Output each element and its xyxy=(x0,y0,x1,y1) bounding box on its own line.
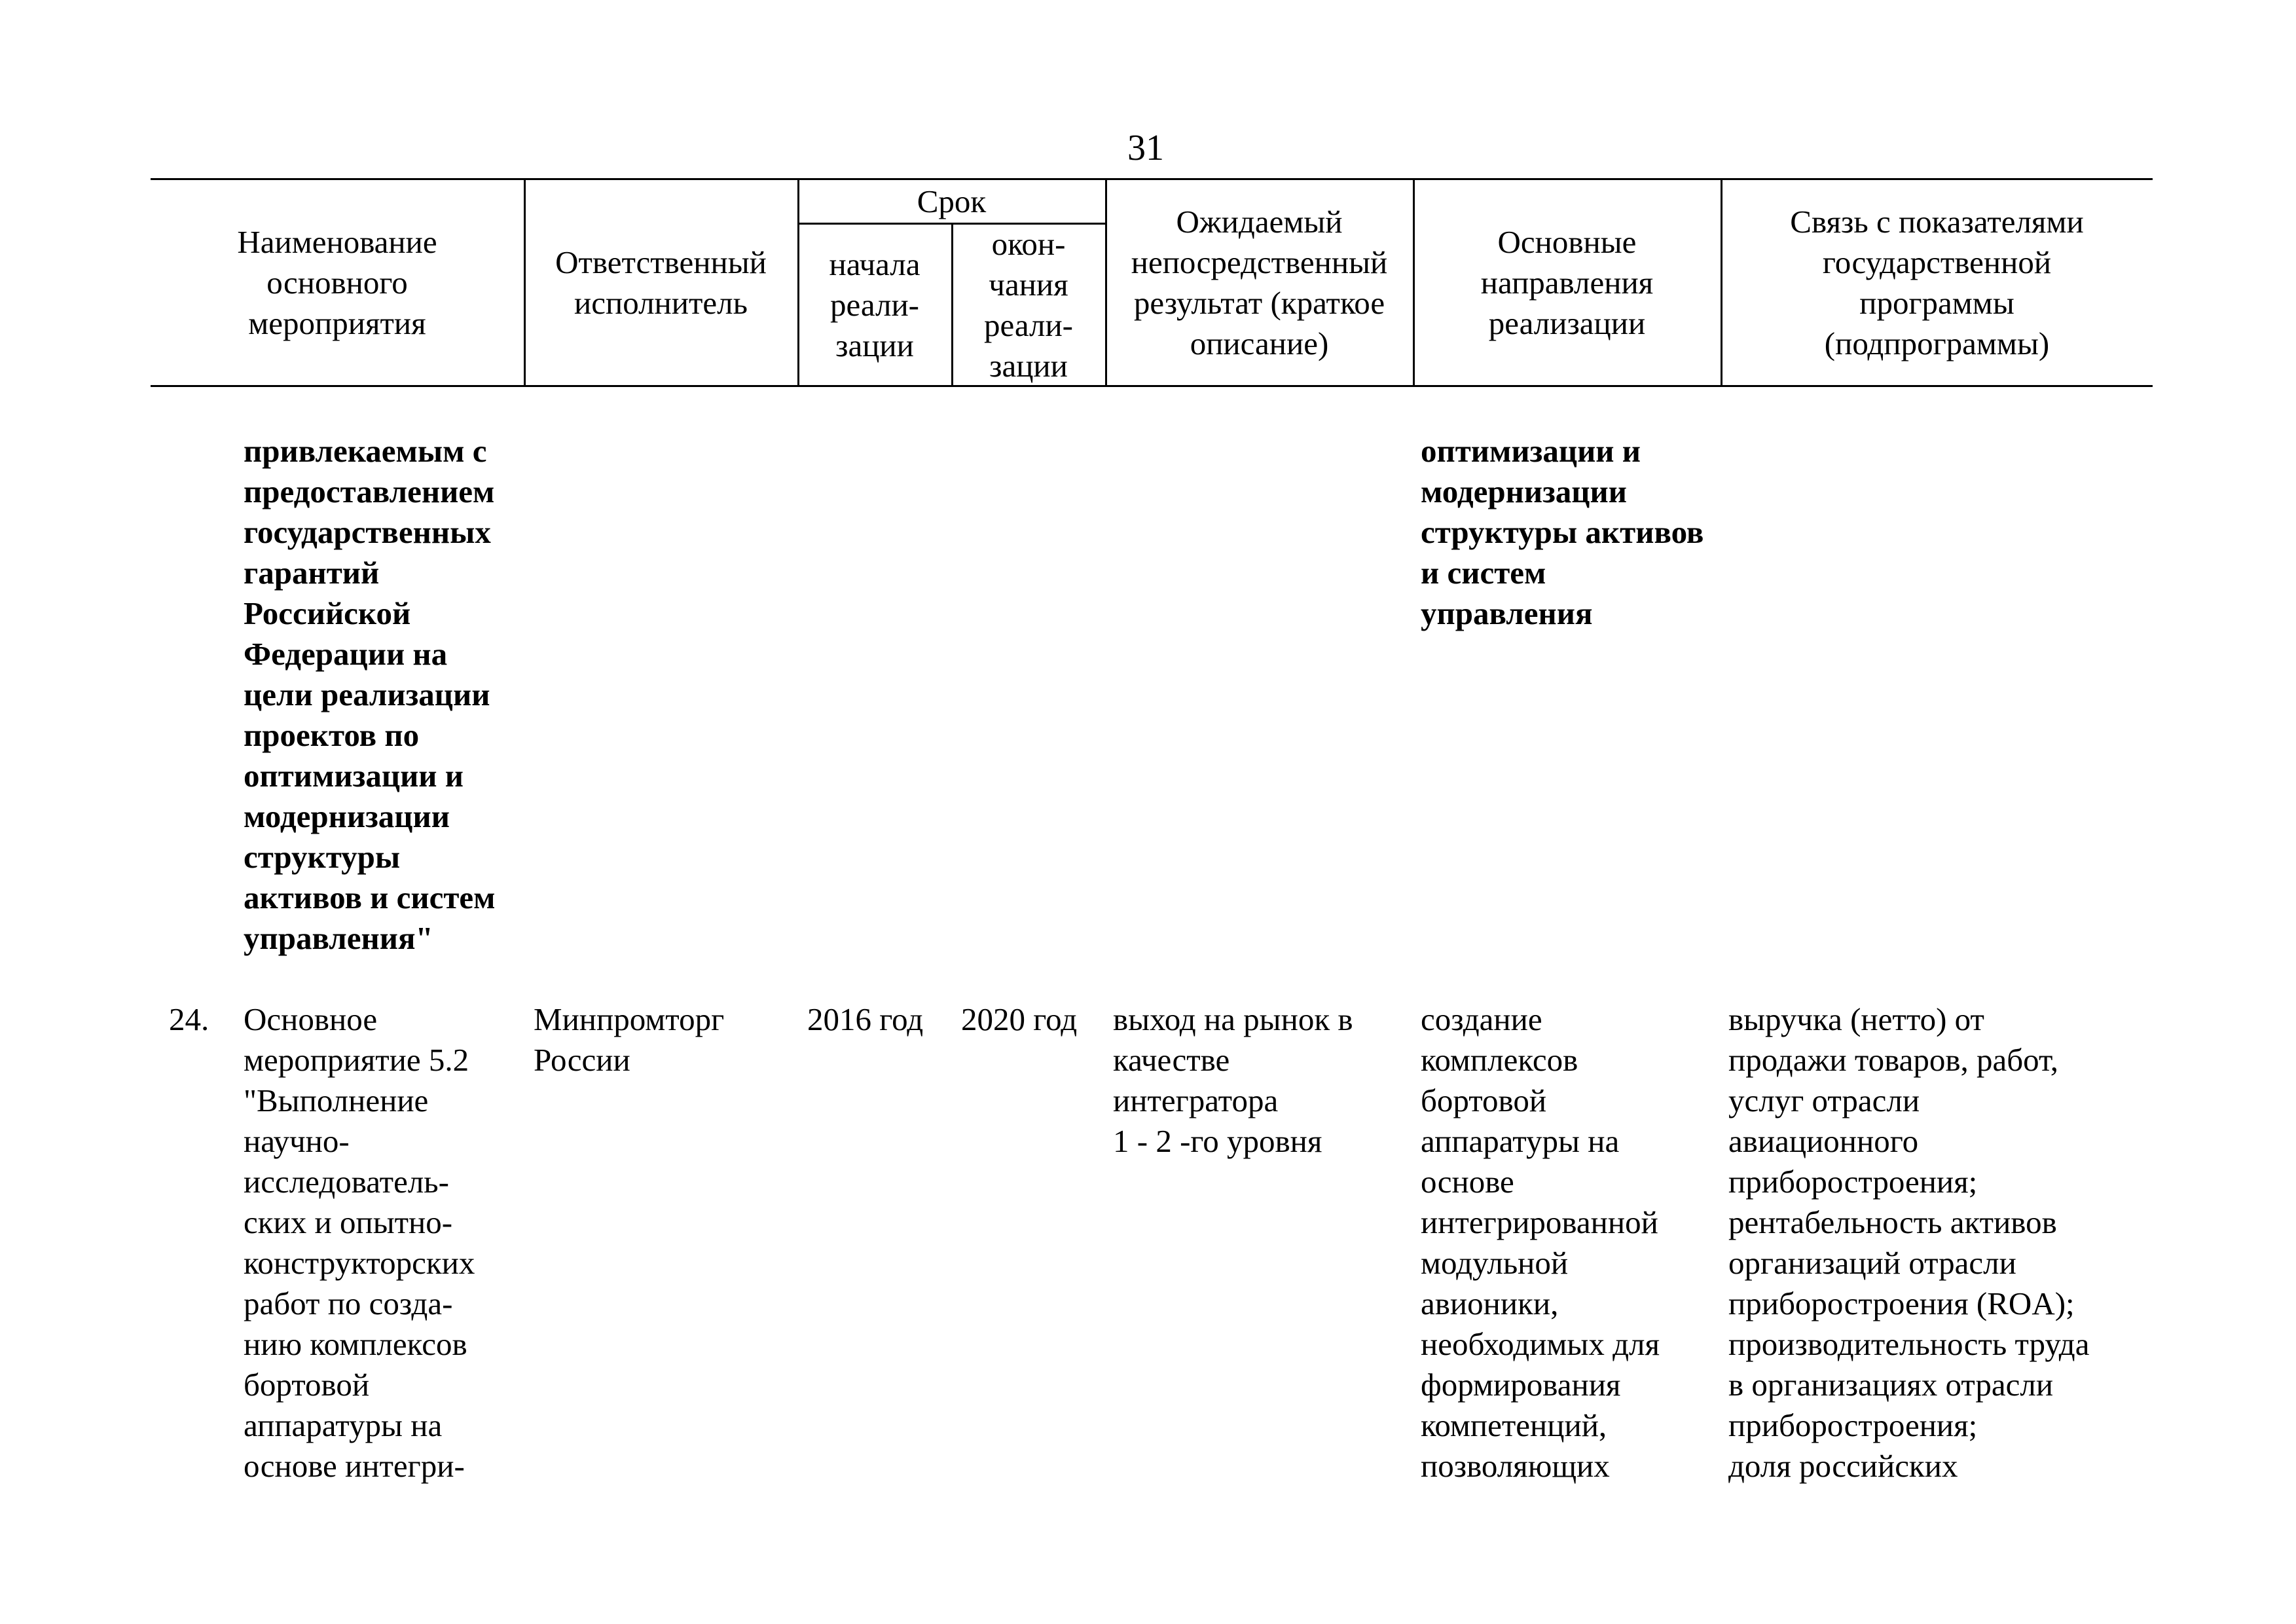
row-end: 2020 год xyxy=(961,1001,1078,1037)
table-header-bottom-rule xyxy=(151,385,2153,387)
header-end: окон- чания реали- зации xyxy=(983,225,1074,384)
header-result: Ожидаемый непосредственный результат (краткое описание) xyxy=(1131,204,1388,361)
header-directions: Основные направления реализации xyxy=(1480,224,1654,341)
continuation-name: привлекаемым с предоставлением государственных гарантий Российской Федерации на цели реализации проектов по оптимизации и модернизации структуры активов и систем управления" xyxy=(244,433,496,956)
header-start: начала реали- зации xyxy=(829,246,920,363)
row-indicators: выручка (нетто) от продажи товаров, работ, услуг отрасли авиационного приборостроения; рентабельность активов организаций отрасли приборостроения (ROA); производительность труда в организациях отрасли приборостроения; доля российских xyxy=(1728,1001,2090,1484)
continuation-directions: оптимизации и модернизации структуры активов и систем управления xyxy=(1421,433,1704,631)
row-directions: создание комплексов бортовой аппаратуры на основе интегрированной модульной авионики, необходимых для формирования компетенций, позволяющих xyxy=(1421,1001,1660,1484)
header-term: Срок xyxy=(917,183,987,219)
table-top-rule xyxy=(151,178,2153,180)
row-executor: Минпромторг России xyxy=(534,1001,725,1078)
header-name: Наименование основного мероприятия xyxy=(237,224,437,341)
row-result: выход на рынок в качестве интегратора 1 - 2 -го уровня xyxy=(1113,1001,1353,1159)
page-number: 31 xyxy=(1127,128,1164,168)
header-indicators: Связь с показателями государственной программы (подпрограммы) xyxy=(1790,204,2084,361)
row-number: 24. xyxy=(169,1001,210,1037)
row-start: 2016 год xyxy=(807,1001,924,1037)
header-executor: Ответственный исполнитель xyxy=(555,244,767,321)
row-name: Основное мероприятие 5.2 "Выполнение научно- исследователь- ских и опытно- конструкторских работ по созда- нию комплексов бортовой аппаратуры на основе интегри- xyxy=(244,1001,475,1484)
